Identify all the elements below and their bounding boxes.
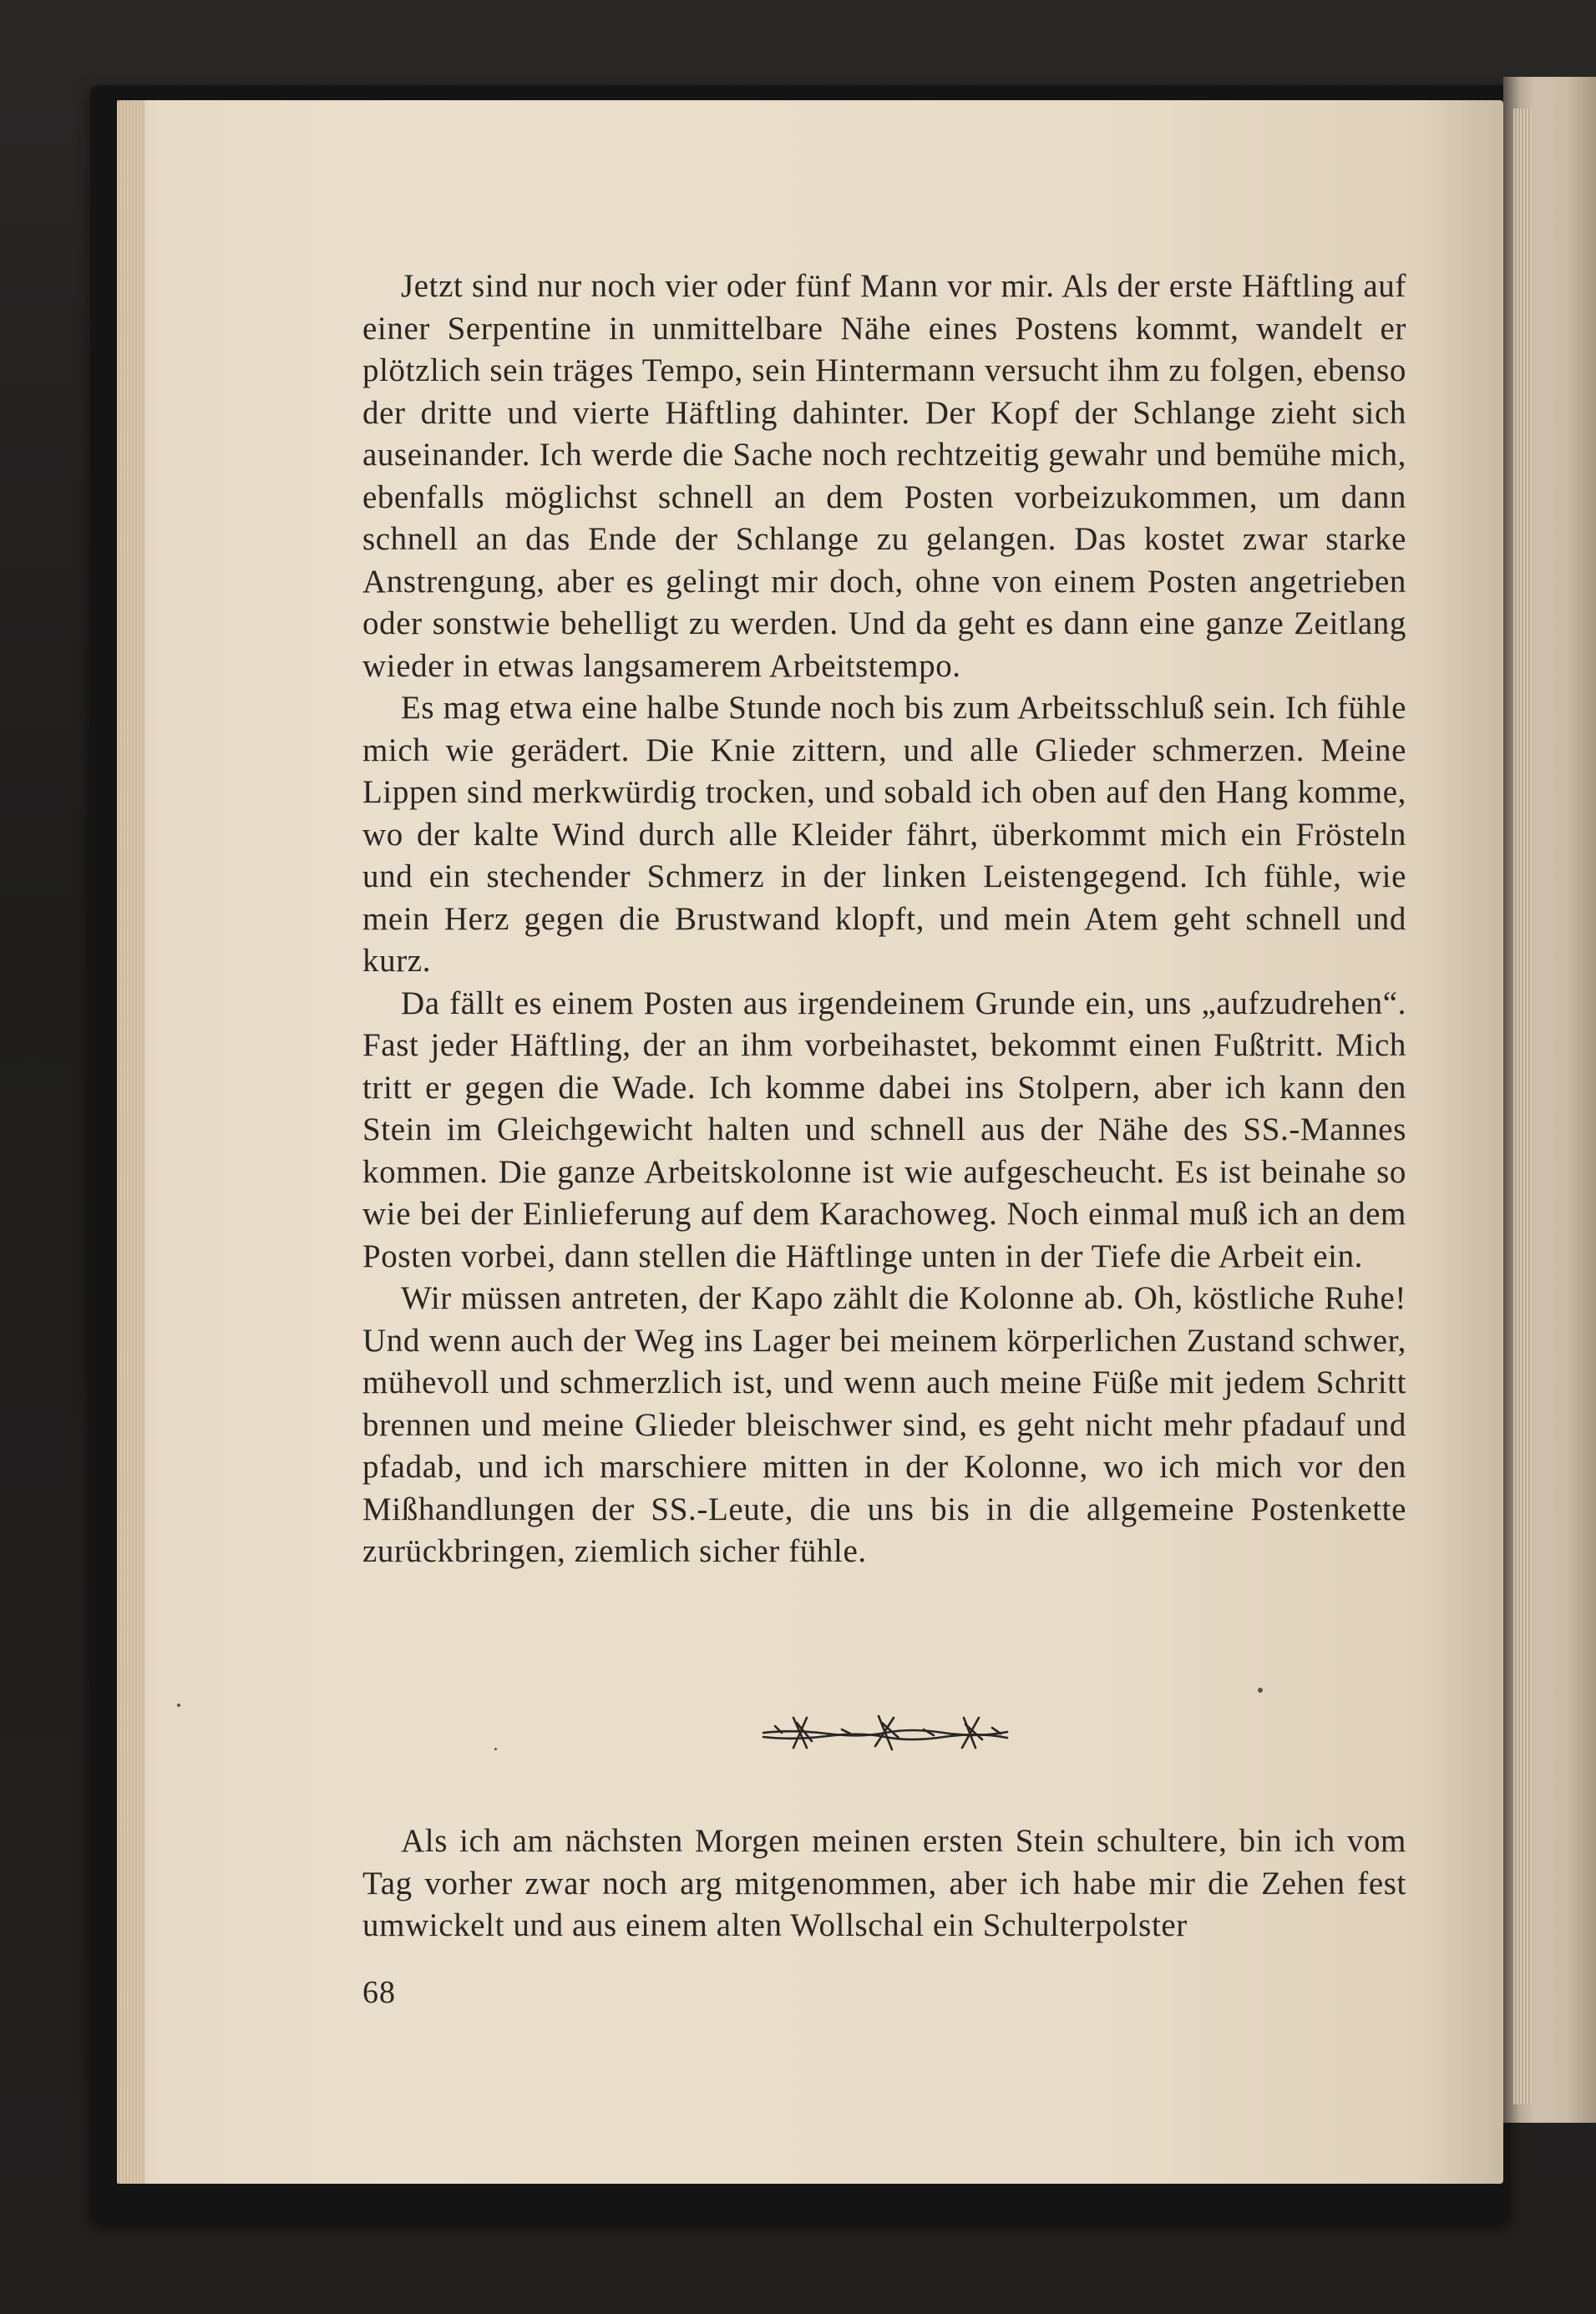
paragraph: Jetzt sind nur noch vier oder fünf Mann vor mir. Als der erste Häftling auf einer Serpentine in unmittelbare Nähe eines Postens kommt, wandelt er plötzlich sein träges Tempo, sein Hintermann versucht ihm zu folgen, ebenso der dritte und vierte Häftling dahinter. Der Kopf der Schlange zieht sich auseinander. Ich werde die Sache noch rechtzeitig gewahr und bemühe mich, ebenfalls möglichst schnell an dem Posten vorbeizukommen, um dann schnell an das Ende der Schlange zu gelangen. Das kostet zwar starke Anstrengung, aber es gelingt mir doch, ohne von einem Posten angetrieben oder sonstwie behelligt zu werden. Und da geht es dann eine ganze Zeitlang wieder in etwas langsamerem Arbeitstempo. (362, 268, 1406, 684)
body-text (362, 266, 1406, 1573)
paragraph: Da fällt es einem Posten aus irgendeinem Grunde ein, uns „aufzudrehen“. Fast jeder Häftling, der an ihm vorbeihastet, bekommt einen Fußtritt. Mich tritt er gegen die Wade. Ich komme dabei ins Stolpern, aber ich kann den Stein im Gleichgewicht halten und schnell aus der Nähe des SS.-Mannes kommen. Die ganze Arbeitskolonne ist wie aufgescheucht. Es ist beinahe so wie bei der Einlieferung auf dem Karachoweg. Noch einmal muß ich an dem Posten vorbei, dann stellen die Häftlinge unten in der Tiefe die Arbeit ein. (362, 985, 1406, 1274)
barbed-wire-ornament-icon (760, 1708, 1011, 1758)
paper-speck (494, 1748, 497, 1750)
paragraph: Als ich am nächsten Morgen meinen ersten Stein schultere, bin ich vom Tag vorher zwar noch arg mitgenommen, aber ich habe mir die Zehen fest umwickelt und aus einem alten Wollschal ein Schulterpolster (362, 1823, 1406, 1943)
paper-speck (177, 1704, 180, 1707)
page-left-edge (117, 100, 145, 2184)
paper-speck (1258, 1688, 1263, 1693)
paragraph: Es mag etwa eine halbe Stunde noch bis zum Arbeitsschluß sein. Ich fühle mich wie gerädert. Die Knie zittern, und alle Glieder schmerzen. Meine Lippen sind merkwürdig trocken, und sobald ich oben auf den Hang komme, wo der kalte Wind durch alle Kleider fährt, überkommt mich ein Frösteln und ein stechender Schmerz in der linken Leistengegend. Ich fühle, wie mein Herz gegen die Brustwand klopft, und mein Atem geht schnell und kurz. (362, 690, 1406, 979)
paragraph: Wir müssen antreten, der Kapo zählt die Kolonne ab. Oh, köstliche Ruhe! Und wenn auch der Weg ins Lager bei meinem körperlichen Zustand schwer, mühevoll und schmerzlich ist, und wenn auch meine Füße mit jedem Schritt brennen und meine Glieder bleischwer sind, es geht nicht mehr pfadauf und pfadab, und ich marschiere mitten in der Kolonne, wo ich mich vor den Mißhandlungen der SS.-Leute, die uns bis in die allgemeine Postenkette zurückbringen, ziemlich sicher fühle. (362, 1280, 1406, 1569)
page-number: 68 (362, 1975, 396, 2010)
page-stack (1513, 109, 1532, 2104)
body-text-continued (362, 1820, 1406, 1947)
